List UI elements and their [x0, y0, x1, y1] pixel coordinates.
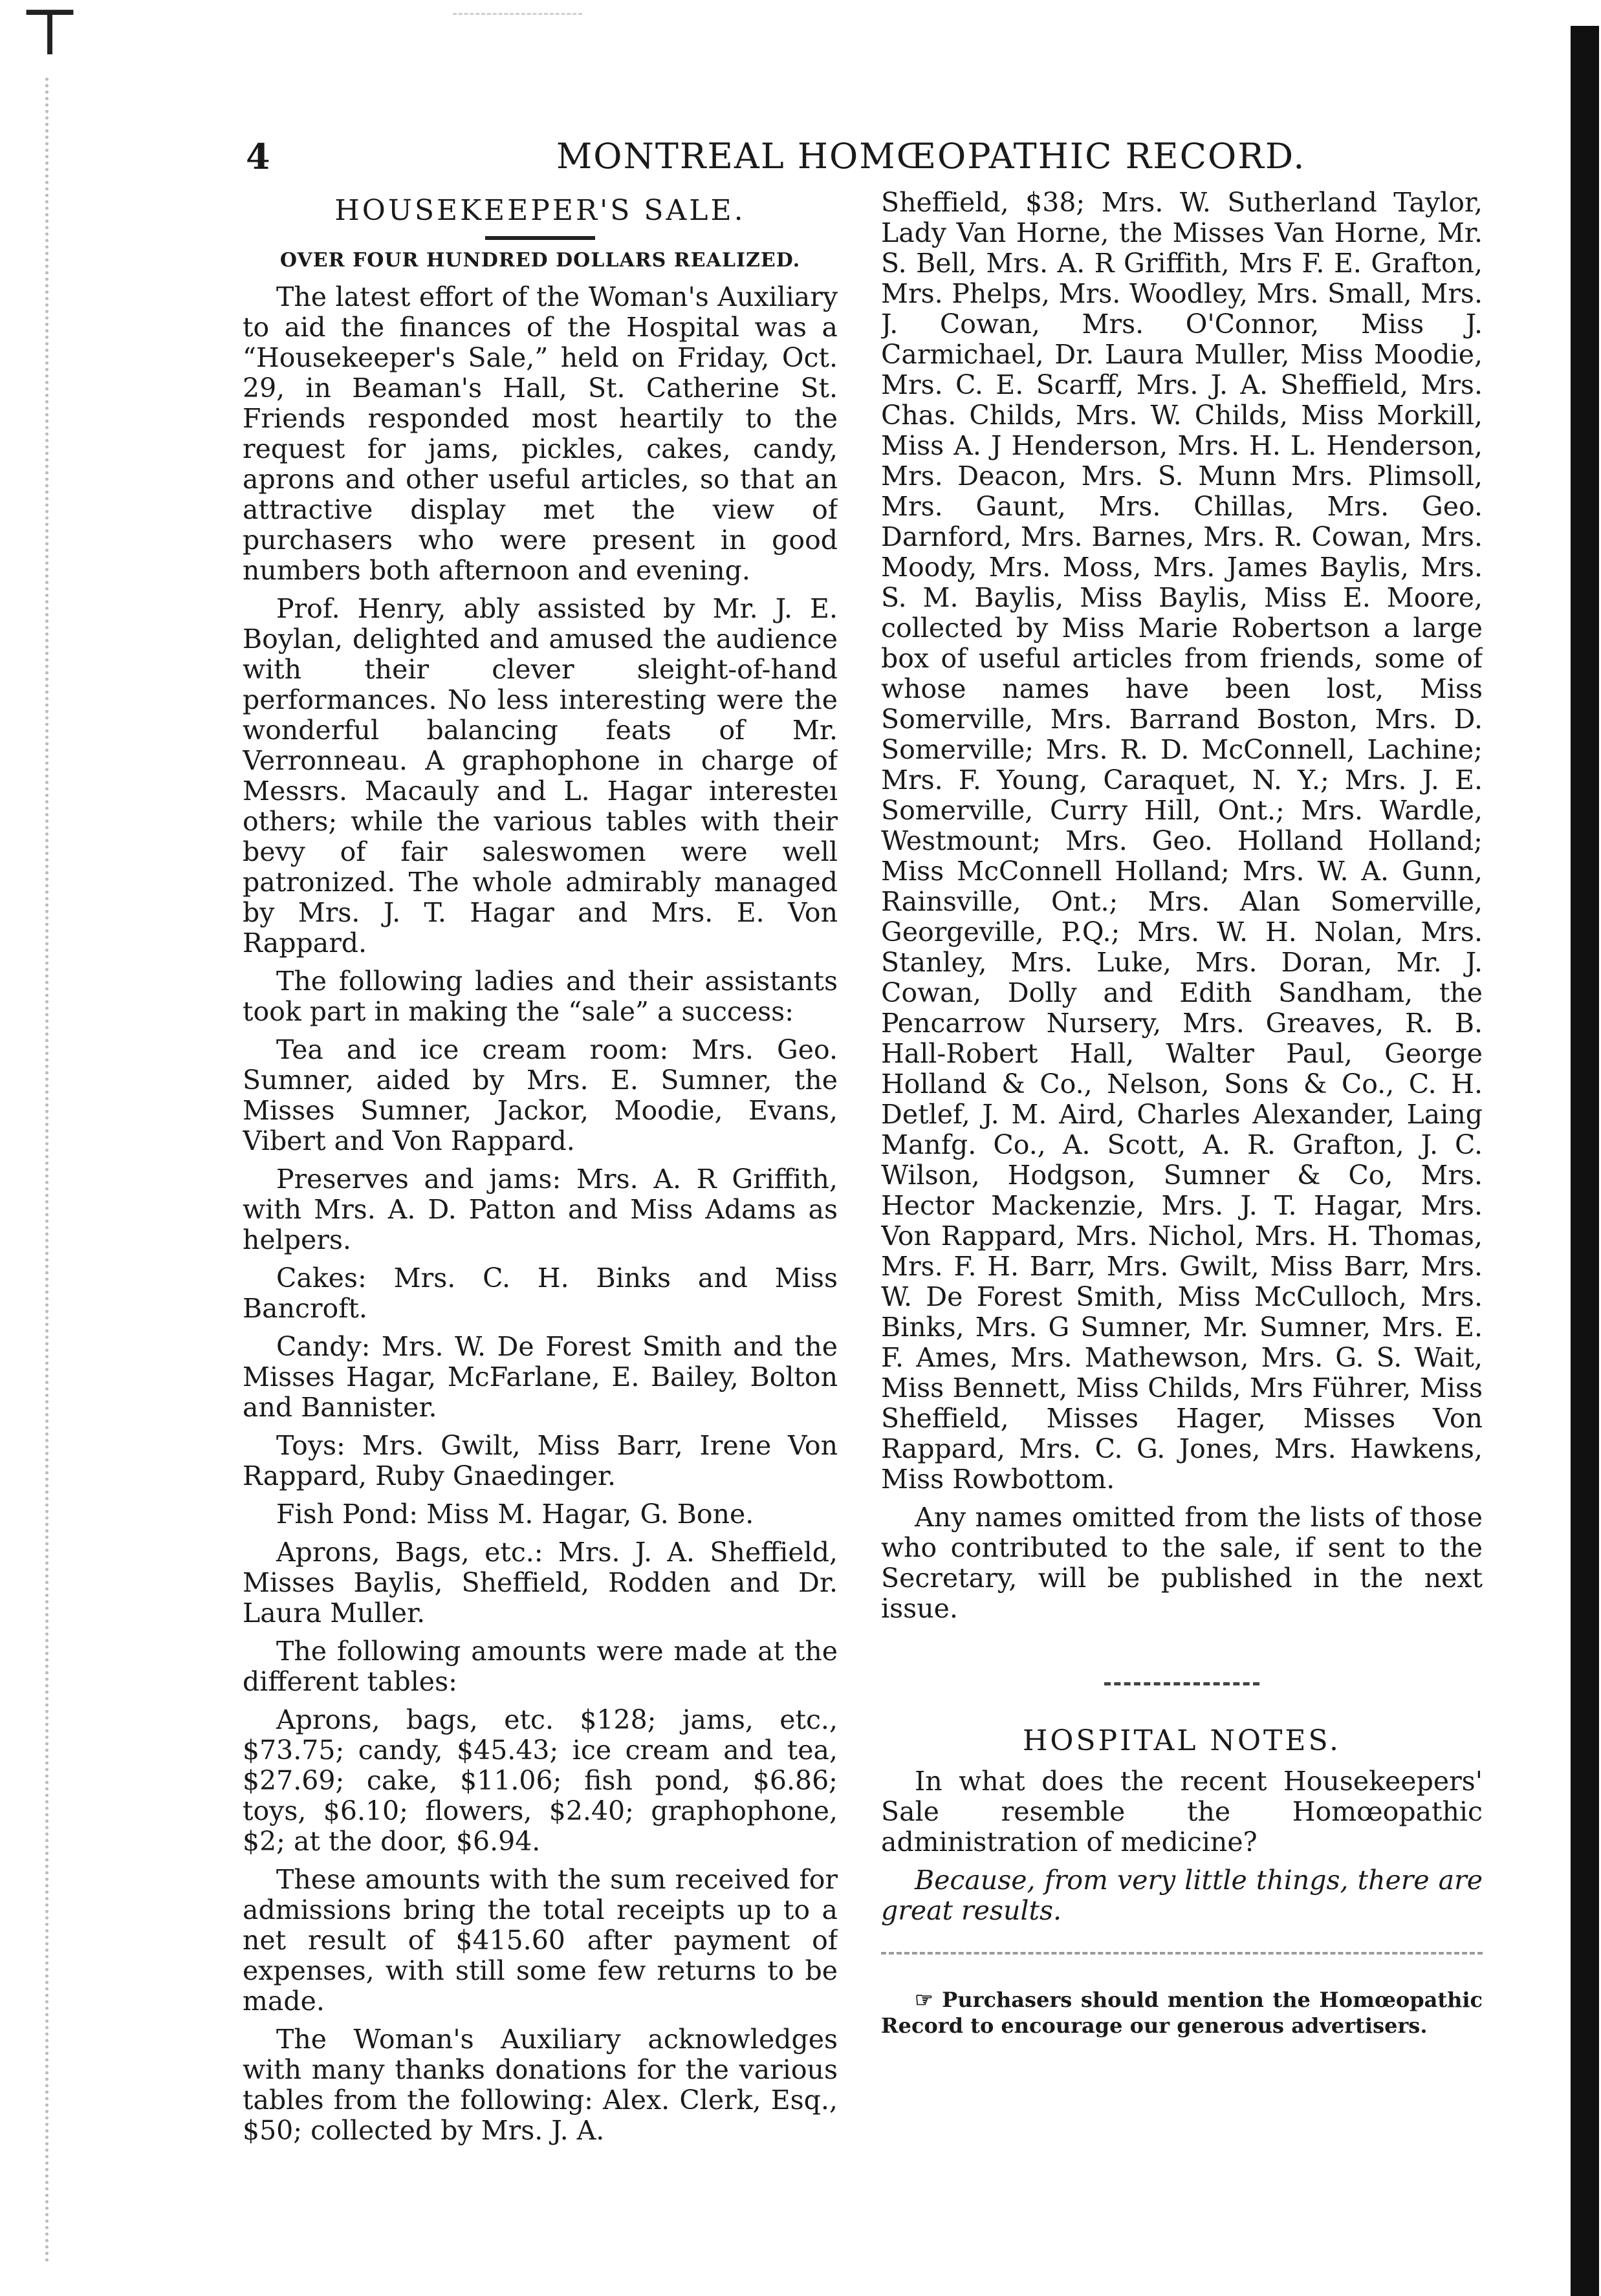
title-rule — [485, 236, 595, 240]
paragraph: The following amounts were made at the different tables: — [243, 1636, 838, 1697]
paragraph: The latest effort of the Woman's Auxiliary to aid the finances of the Hospital was a “Housekeeper's Sale,” held on Friday, Oct. 29, in Beaman's Hall, St. Catherine St. Friends responded most heartily to the request for jams, pickles, cakes, candy, aprons and other useful articles, so that an attractive display met the view of purchasers who were present in good numbers both afternoon and evening. — [243, 281, 838, 586]
paragraph: Because, from very little things, there are great results. — [881, 1865, 1483, 1926]
paragraph: Toys: Mrs. Gwilt, Miss Barr, Irene Von Rappard, Ruby Gnaedinger. — [243, 1430, 838, 1491]
paragraph: Prof. Henry, ably assisted by Mr. J. E. Boylan, delighted and amused the audience with their clever sleight-of-hand performances. No less interesting were the wonderful balancing feats of Mr. Verronneau. A graphophone in charge of Messrs. Macauly and L. Hagar interesteı others; while the various tables with their bevy of fair saleswomen were well patronized. The whole admirably managed by Mrs. J. T. Hagar and Mrs. E. Von Rappard. — [243, 593, 838, 958]
right-column — [881, 188, 1483, 2257]
article-subtitle: OVER FOUR HUNDRED DOLLARS REALIZED. — [279, 249, 801, 272]
scan-edge-bar — [1571, 26, 1599, 2296]
paragraph: Fish Pond: Miss M. Hagar, G. Bone. — [276, 1499, 754, 1530]
running-head: MONTREAL HOMŒOPATHIC RECORD. — [556, 136, 1306, 177]
paragraph: Cakes: Mrs. C. H. Binks and Miss Bancroft. — [243, 1262, 838, 1324]
paragraph: Tea and ice cream room: Mrs. Geo. Sumner, aided by Mrs. E. Sumner, the Misses Sumner, Jackor, Moodie, Evans, Vibert and Von Rappard. — [243, 1034, 838, 1156]
article-title: HOUSEKEEPER'S SALE. — [334, 194, 746, 227]
paragraph: Any names omitted from the lists of those who contributed to the sale, if sent to the Secretary, will be published in the next issue. — [881, 1502, 1483, 1624]
left-column — [243, 188, 838, 2257]
paragraph: In what does the recent Housekeepers' Sale resemble the Homœopathic administration of medicine? — [881, 1766, 1483, 1857]
paragraph: Aprons, bags, etc. $128; jams, etc., $73.75; candy, $45.43; ice cream and tea, $27.69; cake, $11.06; fish pond, $6.86; toys, $6.10; flowers, $2.40; graphophone, $2; at the door, $6.94. — [243, 1704, 838, 1857]
notice-divider — [881, 1952, 1483, 1955]
left-margin-specks — [45, 78, 58, 2264]
paragraph-continued: Sheffield, $38; Mrs. W. Sutherland Taylor, Lady Van Horne, the Misses Van Horne, Mr. S. Bell, Mrs. A. R Griffith, Mrs F. E. Grafton, Mrs. Phelps, Mrs. Woodley, Mrs. Small, Mrs. J. Cowan, Mrs. O'Connor, Miss J. Carmichael, Dr. Laura Muller, Miss Moodie, Mrs. C. E. Scarff, Mrs. J. A. Sheffield, Mrs. Chas. Childs, Mrs. W. Childs, Miss Morkill, Miss A. J Henderson, Mrs. H. L. Henderson, Mrs. Deacon, Mrs. S. Munn Mrs. Plimsoll, Mrs. Gaunt, Mrs. Chillas, Mrs. Geo. Darnford, Mrs. Barnes, Mrs. R. Cowan, Mrs. Moody, Mrs. Moss, Mrs. James Baylis, Mrs. S. M. Baylis, Miss Baylis, Miss E. Moore, collected by Miss Marie Robertson a large box of useful articles from friends, some of whose names have been lost, Miss Somerville, Mrs. Barrand Boston, Mrs. D. Somerville; Mrs. R. D. McConnell, Lachine; Mrs. F. Young, Caraquet, N. Y.; Mrs. J. E. Somerville, Curry Hill, Ont.; Mrs. Wardle, Westmount; Mrs. Geo. Holland Holland; Miss McConnell Holland; Mrs. W. A. Gunn, Rainsville, Ont.; Mrs. Alan Somerville, Georgeville, P.Q.; Mrs. W. H. Nolan, Mrs. Stanley, Mrs. Luke, Mrs. Doran, Mr. J. Cowan, Dolly and Edith Sandham, the Pencarrow Nursery, Mrs. Greaves, R. B. Hall-Robert Hall, Walter Paul, George Holland & Co., Nelson, Sons & Co., C. H. Detlef, J. M. Aird, Charles Alexander, Laing Manfg. Co., A. Scott, A. R. Grafton, J. C. Wilson, Hodgson, Sumner & Co, Mrs. Hector Mackenzie, Mrs. J. T. Hagar, Mrs. Von Rappard, Mrs. Nichol, Mrs. H. Thomas, Mrs. F. H. Barr, Mrs. Gwilt, Miss Barr, Mrs. W. De Forest Smith, Miss McCulloch, Mrs. Binks, Mrs. G Sumner, Mr. Sumner, Mrs. E. F. Ames, Mrs. Mathewson, Mrs. G. S. Wait, Miss Bennett, Miss Childs, Mrs Führer, Miss Sheffield, Misses Hager, Misses Von Rappard, Mrs. C. G. Jones, Mrs. Hawkens, Miss Rowbottom. — [881, 188, 1483, 1495]
paragraph: The Woman's Auxiliary acknowledges with many thanks donations for the various tables from the following: Alex. Clerk, Esq., $50; collected by Mrs. J. A. — [243, 2024, 838, 2146]
top-edge-mark — [453, 13, 582, 15]
paragraph: Candy: Mrs. W. De Forest Smith and the Misses Hagar, McFarlane, E. Bailey, Bolton and Bannister. — [243, 1331, 838, 1423]
advertiser-notice: ☞ Purchasers should mention the Homœopathic Record to encourage our generous advertisers. — [881, 1987, 1483, 2038]
paragraph: Preserves and jams: Mrs. A. R Griffith, with Mrs. A. D. Patton and Miss Adams as helpers. — [243, 1164, 838, 1255]
corner-tick-mark: ⊤ — [19, 0, 81, 70]
paragraph: The following ladies and their assistants took part in making the “sale” a success: — [243, 966, 838, 1027]
page-number: 4 — [246, 136, 270, 177]
section-divider — [1104, 1682, 1259, 1685]
section-title: HOSPITAL NOTES. — [1022, 1724, 1342, 1757]
page-header — [246, 136, 1306, 188]
paragraph: These amounts with the sum received for admissions bring the total receipts up to a net result of $415.60 after payment of expenses, with still some few returns to be made. — [243, 1864, 838, 2017]
paragraph: Aprons, Bags, etc.: Mrs. J. A. Sheffield, Misses Baylis, Sheffield, Rodden and Dr. Laura Muller. — [243, 1537, 838, 1629]
